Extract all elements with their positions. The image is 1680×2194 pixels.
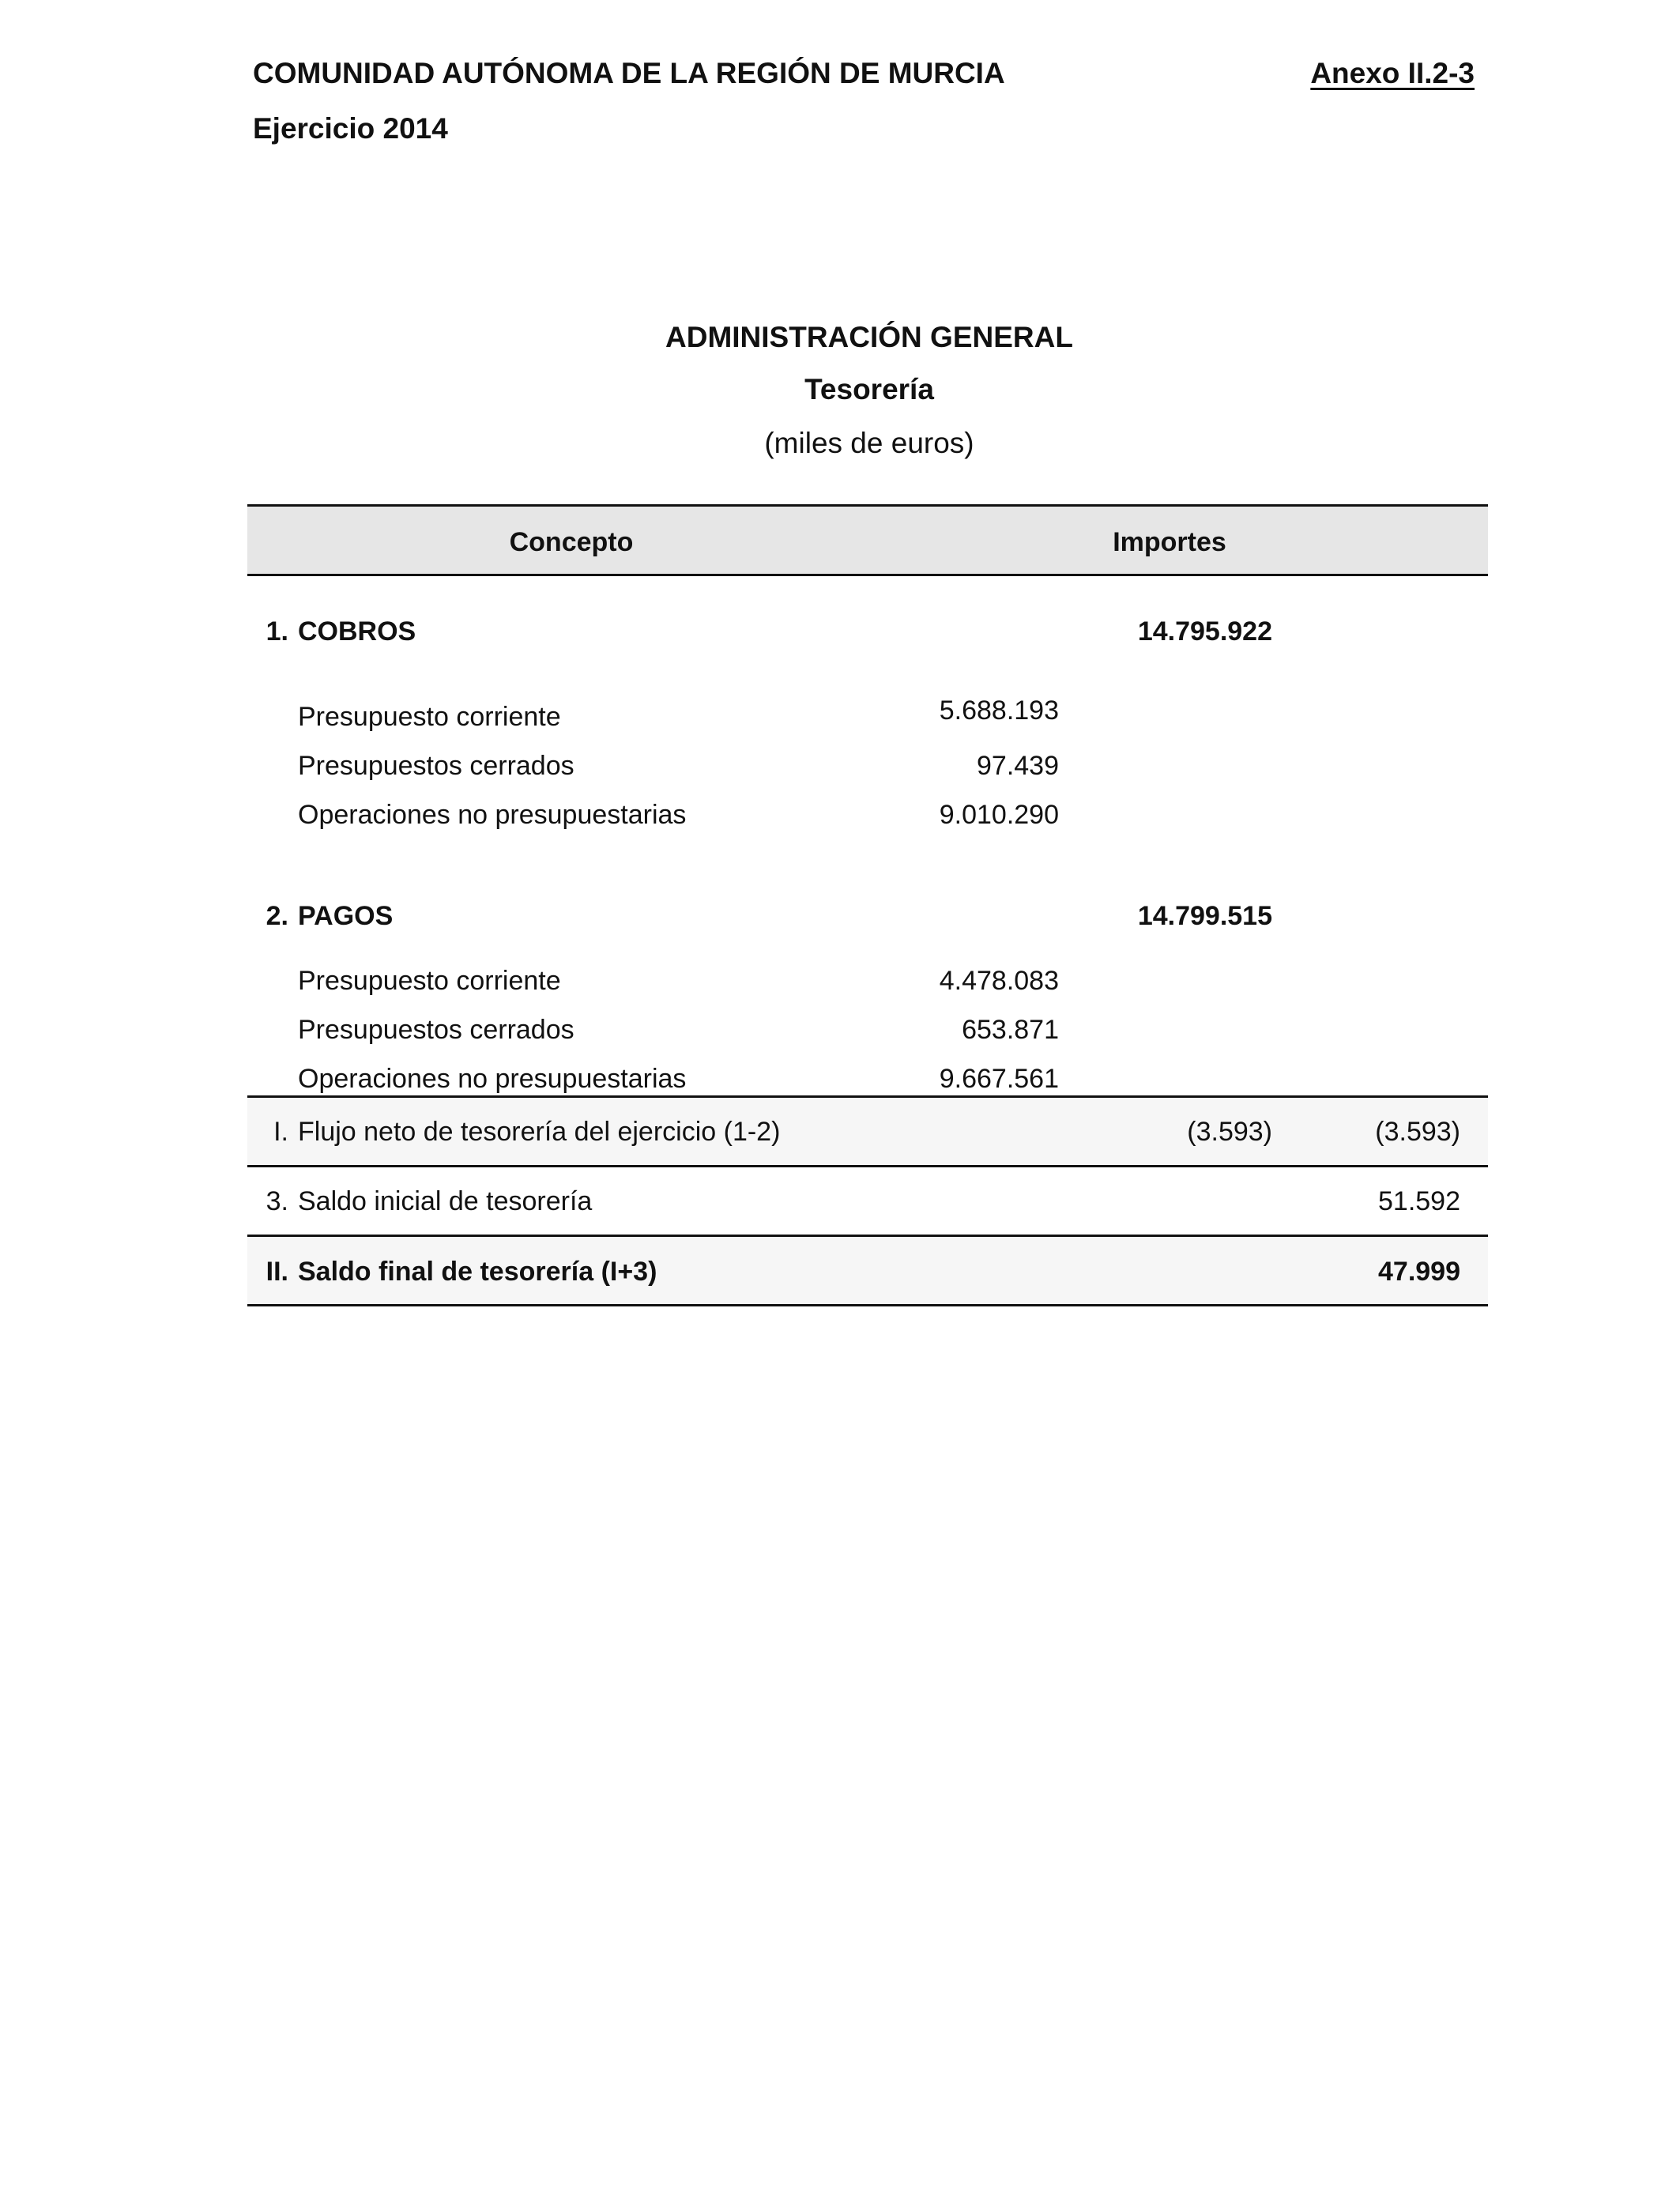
flujo-number: I. bbox=[273, 1117, 288, 1147]
cobros-number: 1. bbox=[266, 616, 288, 647]
flujo-label: Flujo neto de tesorería del ejercicio (1-2) bbox=[298, 1117, 781, 1147]
saldo-inicial-label: Saldo inicial de tesorería bbox=[298, 1186, 593, 1216]
saldo-final-top-rule bbox=[247, 1235, 1488, 1237]
table-header-rule bbox=[247, 574, 1488, 576]
cobros-item-value: 97.439 bbox=[977, 751, 1059, 781]
section-subtitle: Tesorería bbox=[804, 373, 934, 405]
flujo-value-right: (3.593) bbox=[1375, 1117, 1460, 1147]
pagos-number: 2. bbox=[266, 901, 288, 931]
cobros-total: 14.795.922 bbox=[1137, 616, 1272, 647]
cobros-item-label: Presupuestos cerrados bbox=[298, 751, 574, 781]
table-bottom-rule bbox=[247, 1304, 1488, 1306]
saldo-final-number: II. bbox=[266, 1257, 288, 1287]
pagos-label: PAGOS bbox=[298, 901, 394, 931]
pagos-item-label: Operaciones no presupuestarias bbox=[298, 1064, 687, 1094]
saldo-inicial-top-rule bbox=[247, 1165, 1488, 1167]
pagos-item-label: Presupuesto corriente bbox=[298, 966, 561, 996]
flujo-value-mid: (3.593) bbox=[1187, 1117, 1272, 1147]
header-amounts: Importes bbox=[1113, 527, 1226, 557]
pagos-item-value: 653.871 bbox=[962, 1015, 1059, 1045]
header-concept: Concepto bbox=[509, 527, 634, 557]
cobros-item-label: Operaciones no presupuestarias bbox=[298, 800, 687, 830]
annex-label: Anexo II.2-3 bbox=[1310, 57, 1475, 89]
pagos-item-label: Presupuestos cerrados bbox=[298, 1015, 574, 1045]
units-note: (miles de euros) bbox=[764, 427, 974, 459]
cobros-item-label: Presupuesto corriente bbox=[298, 702, 561, 732]
saldo-final-label: Saldo final de tesorería (I+3) bbox=[298, 1257, 657, 1287]
table-header-band bbox=[247, 507, 1488, 574]
saldo-inicial-number: 3. bbox=[266, 1186, 288, 1216]
cobros-item-value: 9.010.290 bbox=[939, 800, 1059, 830]
fiscal-year: Ejercicio 2014 bbox=[253, 112, 448, 145]
saldo-final-value: 47.999 bbox=[1378, 1257, 1460, 1287]
cobros-label: COBROS bbox=[298, 616, 416, 647]
table-top-rule bbox=[247, 504, 1488, 507]
section-title: ADMINISTRACIÓN GENERAL bbox=[665, 321, 1073, 353]
flujo-top-rule bbox=[247, 1095, 1488, 1098]
cobros-item-value: 5.688.193 bbox=[939, 696, 1059, 726]
pagos-item-value: 9.667.561 bbox=[939, 1064, 1059, 1094]
organization-title: COMUNIDAD AUTÓNOMA DE LA REGIÓN DE MURCIA bbox=[253, 57, 1005, 89]
pagos-total: 14.799.515 bbox=[1137, 901, 1272, 931]
saldo-inicial-value: 51.592 bbox=[1378, 1186, 1460, 1216]
pagos-item-value: 4.478.083 bbox=[939, 966, 1059, 996]
